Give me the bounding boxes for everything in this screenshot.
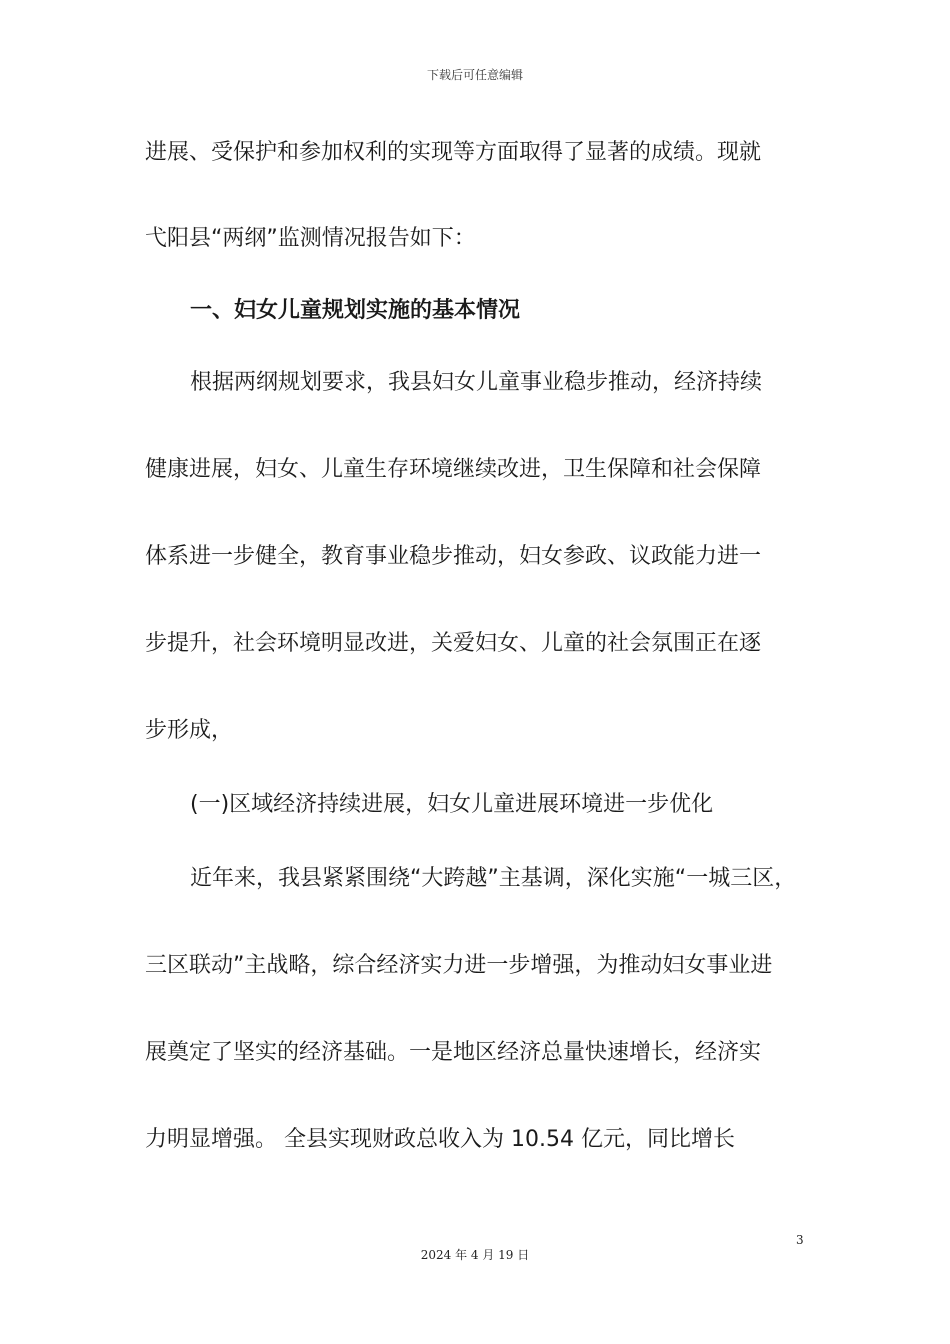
subsection-heading: (一)区域经济持续进展，妇女儿童进展环境进一步优化 — [190, 792, 714, 817]
paragraph-line: 三区联动”主战略，综合经济实力进一步增强，为推动妇女事业进 — [145, 953, 773, 978]
paragraph-line: 展奠定了坚实的经济基础。一是地区经济总量快速增长，经济实 — [145, 1040, 762, 1065]
paragraph-line: 体系进一步健全，教育事业稳步推动，妇女参政、议政能力进一 — [145, 544, 762, 569]
paragraph-line: 弋阳县“两纲”监测情况报告如下： — [145, 226, 476, 251]
paragraph-line: 步形成， — [145, 718, 234, 743]
section-heading: 一、妇女儿童规划实施的基本情况 — [190, 298, 521, 323]
page-number: 3 — [796, 1233, 804, 1247]
paragraph-line: 步提升，社会环境明显改进，关爱妇女、儿童的社会氛围正在逐 — [145, 631, 762, 656]
page-header: 下载后可任意编辑 — [426, 68, 523, 82]
footer-date: 2024 年 4 月 19 日 — [420, 1248, 530, 1262]
paragraph-line: 根据两纲规划要求，我县妇女儿童事业稳步推动，经济持续 — [190, 370, 763, 395]
paragraph-line: 健康进展，妇女、儿童生存环境继续改进，卫生保障和社会保障 — [145, 457, 762, 482]
paragraph-line: 进展、受保护和参加权利的实现等方面取得了显著的成绩。现就 — [145, 140, 762, 165]
paragraph-line: 近年来，我县紧紧围绕“大跨越”主基调，深化实施“一城三区， — [190, 866, 797, 891]
paragraph-line: 力明显增强。 全县实现财政总收入为 10.54 亿元，同比增长 — [145, 1127, 735, 1152]
